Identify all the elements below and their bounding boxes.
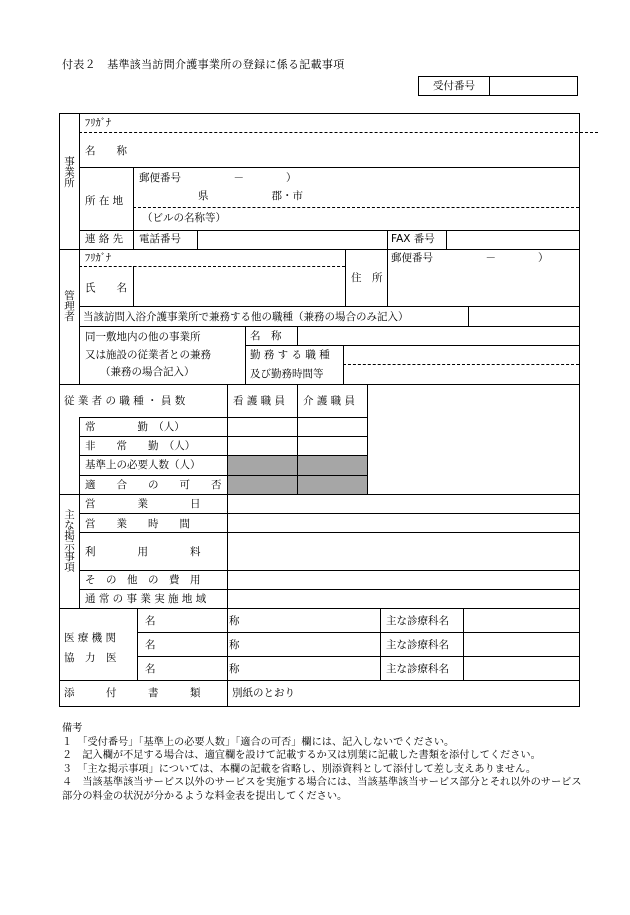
manager-postal: 郵便番号 － ） [391,252,549,264]
office-fax-label: FAX 番号 [391,233,435,245]
staff-row-compliance: 適 合 の 可 否 [85,479,222,491]
notice-other-costs: そ の 他 の 費 用 [85,574,201,586]
notes-section [62,722,582,804]
manager-name-label: 氏 名 [85,282,127,294]
staff-row-parttime: 非 常 勤 （人） [85,440,196,452]
manager-duty-label-1: 勤 務 す る 職 種 [250,349,330,361]
office-pref-city: 県 郡・市 [198,190,303,202]
medical-dept-label-3: 主な診療科名 [386,663,449,675]
form-title: 付表２ 基準該当訪問介護事業所の登録に係る記載事項 [62,58,345,71]
medical-section-label-1: 医 療 機 関 [64,632,117,644]
note-item-1: １ 「受付番号」「基準上の必要人数」「適合の可否」欄には、記入しないでください。 [62,736,455,748]
attach-value: 別紙のとおり [232,687,295,699]
manager-section-label: 管理者 [63,290,75,322]
note-item-3: ３ 「主な掲示事項」については、本欄の記載を省略し、別添資料として添付して差し支えありません。 [62,763,537,775]
manager-duty-label-2: 及び勤務時間等 [250,368,324,380]
manager-concurrent-label: 当該訪問入浴介護事業所で兼務する他の職種（兼務の場合のみ記入） [83,311,409,323]
medical-name-label-2: 名 称 [145,639,240,651]
medical-section-label-2: 協 力 医 [64,652,117,664]
medical-name-label-1: 名 称 [145,615,240,627]
notice-business-hours: 営 業 時 間 [85,518,190,530]
office-postal: 郵便番号 － ） [139,172,297,184]
manager-other-label-2: 又は施設の従業者との兼務 [85,349,211,361]
manager-other-label-3: （兼務の場合記入） [100,366,195,378]
office-contact-label: 連 絡 先 [85,233,124,245]
office-phone-label: 電話番号 [139,233,181,245]
notice-business-days: 営 業 日 [85,498,201,510]
office-furigana-label: ﾌﾘｶﾞﾅ [85,117,112,129]
medical-dept-label-2: 主な診療科名 [386,639,449,651]
note-item-4: ４ 当該基準該当サービス以外のサービスを実施する場合には、当該基準該当サービス部分とそれ以外のサービス部分の料金の状況が分かるような料金表を提出してください。 [62,777,582,802]
staff-row-required: 基準上の必要人数（人） [85,459,201,471]
note-item-2: ２ 記入欄が不足する場合は、適宜欄を設けて記載するか又は別葉に記載した書類を添付してください。 [62,750,541,762]
form-table [59,113,580,707]
manager-furigana-label: ﾌﾘｶﾞﾅ [85,252,112,264]
receipt-number-label: 受付番号 [419,77,490,95]
staff-col-nurse: 看 護 職 員 [233,395,286,407]
notes-heading: 備考 [62,723,83,734]
manager-address-label: 住 所 [351,272,383,284]
notice-usage-fee: 利 用 料 [85,546,201,558]
notices-section-label: 主な掲示事項 [63,509,75,572]
medical-dept-label-1: 主な診療科名 [386,615,449,627]
office-name-label: 名 称 [85,145,127,157]
office-address-label: 所 在 地 [85,195,124,207]
manager-other-name-label: 名 称 [250,330,282,342]
notice-service-area: 通 常 の 事 業 実 施 地 域 [85,593,207,605]
receipt-number-box [418,76,578,96]
attach-label: 添 付 書 類 [64,687,201,699]
staff-col-care: 介 護 職 員 [303,395,356,407]
staff-header-label: 従 業 者 の 職 種 ・ 員 数 [64,395,186,407]
staff-row-fulltime: 常 勤 （人） [85,421,185,433]
manager-other-label-1: 同一敷地内の他の事業所 [85,331,201,343]
office-building: （ビルの名称等） [142,212,226,224]
medical-name-label-3: 名 称 [145,663,240,675]
office-section-label: 事業所 [63,156,75,188]
